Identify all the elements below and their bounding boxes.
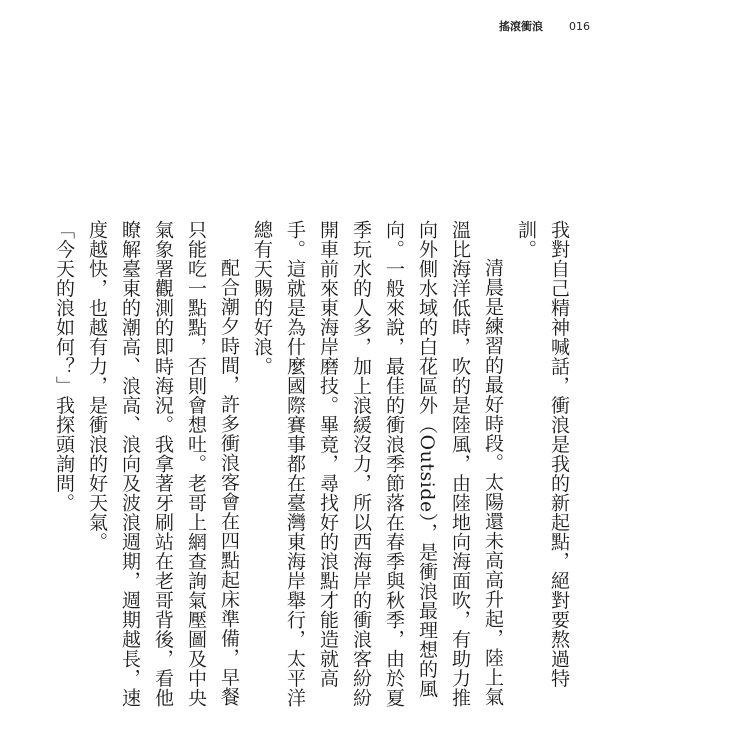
paragraph-4: 「今天的浪如何？」我探頭詢問。 bbox=[53, 220, 75, 513]
running-title: 搖滾衝浪 bbox=[499, 20, 543, 33]
page-number: 016 bbox=[569, 20, 590, 33]
vertical-body-text bbox=[47, 220, 575, 720]
paragraph-1: 我對自己精神喊話，衝浪是我的新起點，絕對要熬過特訓。 bbox=[515, 220, 570, 688]
page-header bbox=[499, 18, 590, 34]
paragraph-3: 配合潮夕時間，許多衝浪客會在四點起床準備，早餐只能吃一點點，否則會想吐。老哥上網查詢氣壓圖及中央氣象署觀測的即時海況。我拿著牙刷站在老哥背後，看他瞭解臺東的潮高、浪高、浪向及波浪週期，週期越長，速度越快，也越有力，是衝浪的好天氣。 bbox=[86, 220, 240, 708]
paragraph-2: 清晨是練習的最好時段。太陽還未高高升起，陸上氣溫比海洋低時，吹的是陸風，由陸地向海面吹，有助力推向外側水域的白花區外（Outside），是衝浪最理想的風向。一般來說，最佳的衝浪季節落在春季與秋季，由於夏季玩水的人多，加上浪緩沒力，所以西海岸的衝浪客紛紛開車前來東海岸磨技。畢竟，尋找好的浪點才能造就高手。這就是為什麼國際賽事都在臺灣東海岸舉行，太平洋總有天賜的好浪。 bbox=[251, 220, 504, 708]
